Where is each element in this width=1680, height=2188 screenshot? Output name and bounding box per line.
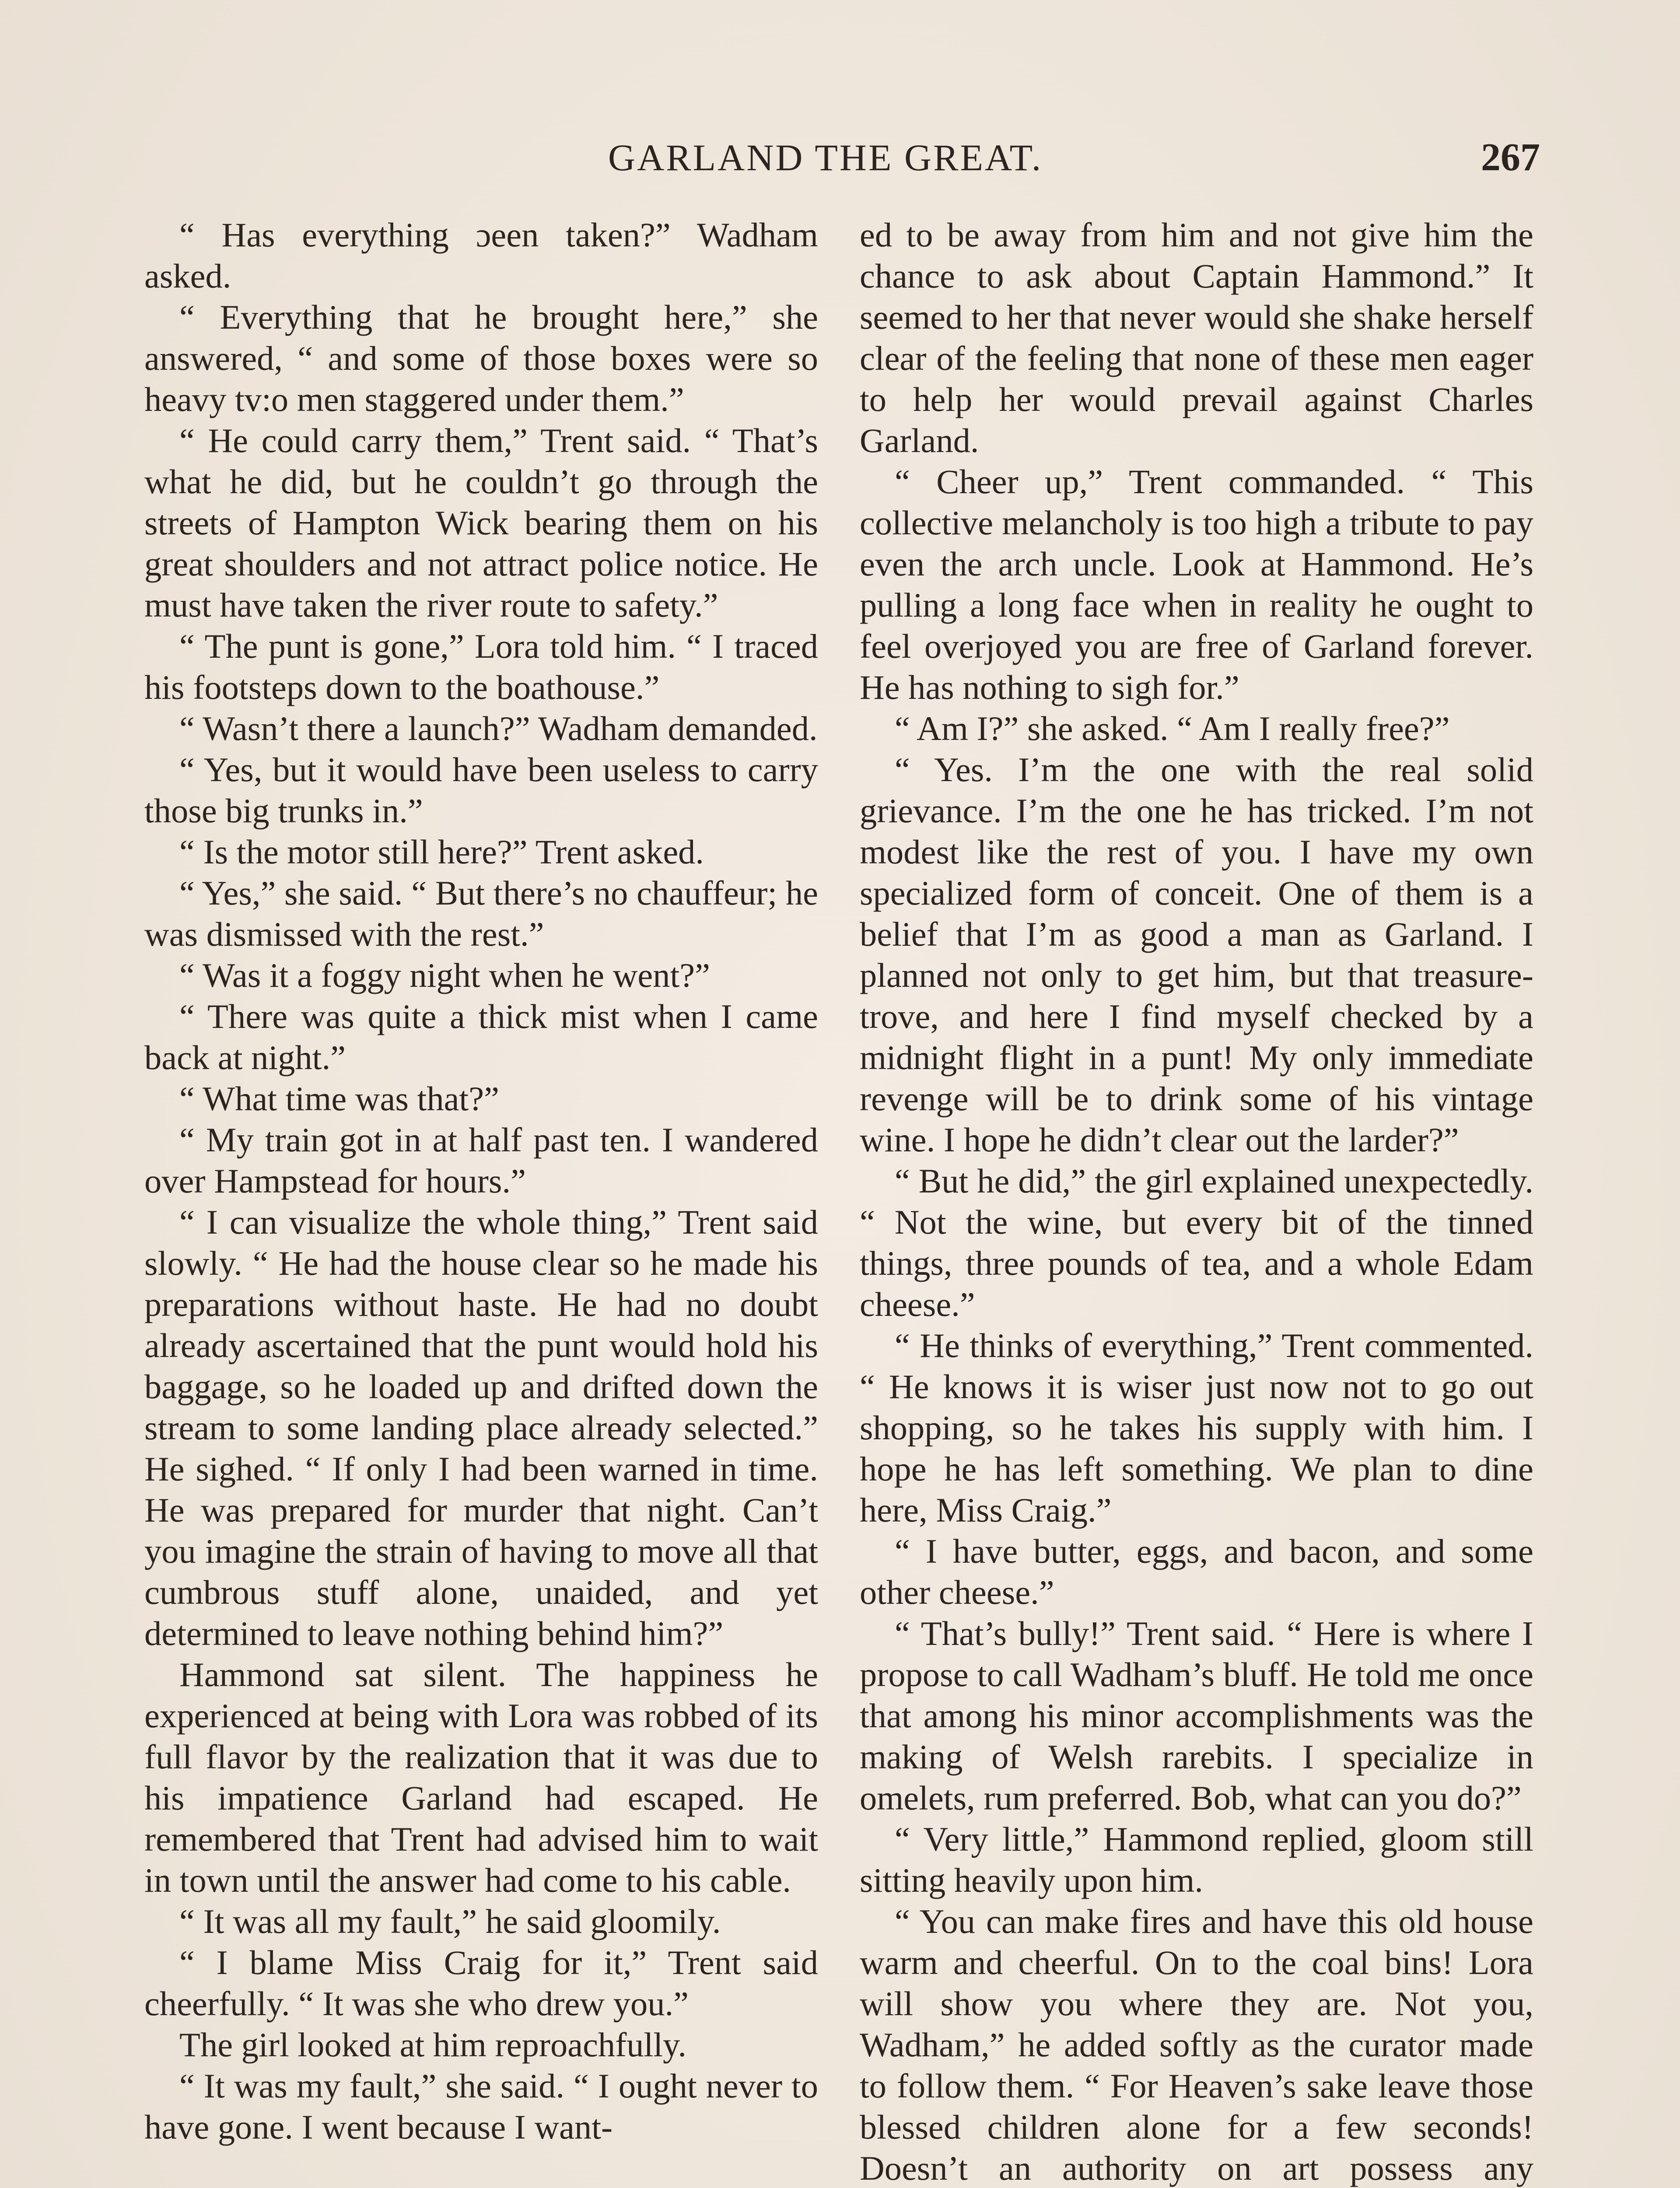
paragraph: “ Am I?” she asked. “ Am I really free?” — [895, 709, 1450, 747]
paragraph: “ But he did,” the girl explained unexpectedly. “ Not the wine, but every bit of the tinned things, three pounds of tea, and a whole Edam cheese.” — [860, 1162, 1533, 1323]
paragraph: “ Is the motor still here?” Trent asked. — [179, 833, 704, 871]
paragraph: “ Everything that he brought here,” she answered, “ and some of those boxes were so heavy tv:o men staggered under them.” — [144, 298, 818, 418]
right-column — [860, 214, 1533, 2188]
left-column — [144, 214, 818, 2148]
page-number: 267 — [1481, 136, 1540, 179]
text-columns — [144, 214, 1540, 2188]
paragraph: “ I blame Miss Craig for it,” Trent said cheerfully. “ It was she who drew you.” — [144, 1943, 818, 2023]
paragraph: “ He thinks of everything,” Trent commented. “ He knows it is wiser just now not to go out shopping, so he takes his supply with him. I hope he has left something. We plan to dine here, Miss Craig.” — [860, 1326, 1533, 1529]
paragraph: “ Yes. I’m the one with the real solid grievance. I’m the one he has tricked. I’m not modest like the rest of you. I have my own specialized form of conceit. One of them is a belief that I’m as good a man as Garland. I planned not only to get him, but that treasure-trove, and here I find myself checked by a midnight flight in a punt! My only immediate revenge will be to drink some of his vintage wine. I hope he didn’t clear out the larder?” — [860, 750, 1533, 1159]
paragraph: “ That’s bully!” Trent said. “ Here is where I propose to call Wadham’s bluff. He told me once that among his minor accomplishments was the making of Welsh rarebits. I specialize in omelets, rum preferred. Bob, what can you do?” — [860, 1614, 1533, 1817]
paragraph: “ Yes,” she said. “ But there’s no chauffeur; he was dismissed with the rest.” — [144, 874, 818, 953]
paragraph: “ It was my fault,” she said. “ I ought never to have gone. I went because I want- — [144, 2067, 818, 2146]
paragraph-continuation: ed to be away from him and not give him the chance to ask about Captain Hammond.” It seemed to her that never would she shake herself clear of the feeling that none of these men eager to help her would prevail against Charles Garland. — [860, 216, 1533, 459]
paragraph: “ Wasn’t there a launch?” Wadham demanded. — [179, 709, 818, 747]
paragraph: “ Cheer up,” Trent commanded. “ This collective melancholy is too high a tribute to pay even the arch uncle. Look at Hammond. He’s pulling a long face when in reality he ought to feel overjoyed you are free of Garland forever. He has nothing to sigh for.” — [860, 463, 1533, 706]
paragraph: “ Yes, but it would have been useless to carry those big trunks in.” — [144, 750, 818, 830]
paragraph: “ I can visualize the whole thing,” Trent said slowly. “ He had the house clear so he made his preparations without haste. He had no doubt already ascertained that the punt would hold his baggage, so he loaded up and drifted down the stream to some landing place already selected.” He sighed. “ If only I had been warned in time. He was prepared for murder that night. Can’t you imagine the strain of having to move all that cumbrous stuff alone, unaided, and yet determined to leave nothing behind him?” — [144, 1203, 818, 1652]
paragraph: The girl looked at him reproachfully. — [179, 2026, 686, 2064]
paragraph: “ What time was that?” — [179, 1080, 499, 1118]
running-head: GARLAND THE GREAT. — [608, 137, 1043, 179]
paragraph: “ Was it a foggy night when he went?” — [179, 956, 710, 994]
paragraph: “ You can make fires and have this old house warm and cheerful. On to the coal bins! Lora will show you where they are. Not you, Wadham,” he added softly as the curator made to follow them. “ For Heaven’s sake leave those blessed children alone for a few seconds! Doesn’t an authority on art possess any — [860, 1902, 1533, 2187]
paragraph: “ Has everything ɔeen taken?” Wadham asked. — [144, 216, 818, 295]
paragraph: “ He could carry them,” Trent said. “ That’s what he did, but he couldn’t go through the streets of Hampton Wick bearing them on his great shoulders and not attract police notice. He must have taken the river route to safety.” — [144, 421, 818, 624]
paragraph: “ Very little,” Hammond replied, gloom still sitting heavily upon him. — [860, 1820, 1533, 1899]
page-header — [144, 125, 1540, 190]
paragraph: “ The punt is gone,” Lora told him. “ I traced his footsteps down to the boathouse.” — [144, 627, 818, 706]
paragraph: “ It was all my fault,” he said gloomily. — [179, 1902, 721, 1940]
paragraph: “ I have butter, eggs, and bacon, and some other cheese.” — [860, 1532, 1533, 1611]
paragraph: “ There was quite a thick mist when I came back at night.” — [144, 997, 818, 1076]
paragraph: Hammond sat silent. The happiness he experienced at being with Lora was robbed of its full flavor by the realization that it was due to his impatience Garland had escaped. He remembered that Trent had advised him to wait in town until the answer had come to his cable. — [144, 1655, 818, 1899]
paragraph: “ My train got in at half past ten. I wandered over Hampstead for hours.” — [144, 1121, 818, 1200]
